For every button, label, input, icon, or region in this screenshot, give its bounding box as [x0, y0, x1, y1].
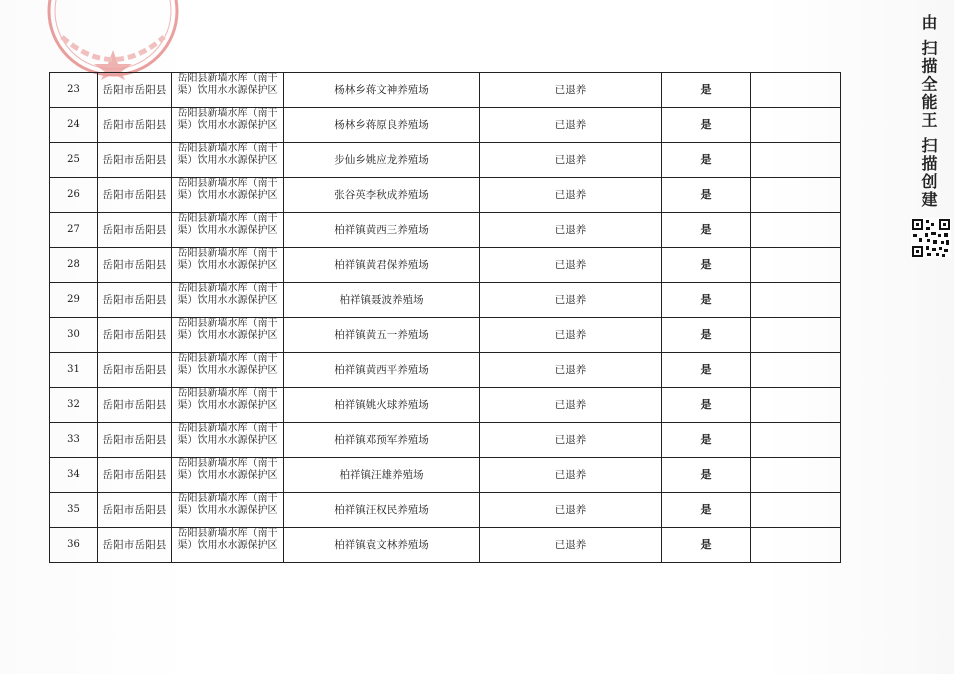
table-row [50, 388, 841, 423]
farm-name-cell: 杨林乡蒋文神养殖场 [284, 73, 480, 108]
note-cell [751, 318, 841, 353]
protection-zone-cell [172, 458, 284, 493]
area-cell: 岳阳市岳阳县 [98, 388, 172, 423]
protection-zone-text: 岳阳县新墙水库（南干渠）饮用水水源保护区 [177, 178, 278, 201]
farm-name-cell: 张谷英李秋成养殖场 [284, 178, 480, 213]
note-cell [751, 213, 841, 248]
row-number-cell: 29 [50, 283, 98, 318]
row-number-cell: 35 [50, 493, 98, 528]
note-cell [751, 388, 841, 423]
completed-flag-cell: 是 [662, 353, 751, 388]
farm-name-cell: 步仙乡姚应龙养殖场 [284, 143, 480, 178]
table-row [50, 458, 841, 493]
table-row [50, 493, 841, 528]
table-row [50, 108, 841, 143]
scanner-watermark-text: 由 扫描全能王 扫描创建 [919, 14, 938, 210]
area-cell: 岳阳市岳阳县 [98, 318, 172, 353]
status-cell: 已退养 [480, 73, 662, 108]
area-cell: 岳阳市岳阳县 [98, 528, 172, 563]
table-row [50, 213, 841, 248]
farm-name-cell: 杨林乡蒋原良养殖场 [284, 108, 480, 143]
protection-zone-cell [172, 213, 284, 248]
note-cell [751, 283, 841, 318]
completed-flag-cell: 是 [662, 388, 751, 423]
protection-zone-text: 岳阳县新墙水库（南干渠）饮用水水源保护区 [177, 528, 278, 551]
protection-zone-text: 岳阳县新墙水库（南干渠）饮用水水源保护区 [177, 213, 278, 236]
status-cell: 已退养 [480, 458, 662, 493]
farm-name-cell: 柏祥镇邓预军养殖场 [284, 423, 480, 458]
area-cell: 岳阳市岳阳县 [98, 248, 172, 283]
row-number-cell: 24 [50, 108, 98, 143]
farm-name-cell: 柏祥镇汪雄养殖场 [284, 458, 480, 493]
qr-code-icon [911, 218, 951, 258]
protection-zone-text: 岳阳县新墙水库（南干渠）饮用水水源保护区 [177, 318, 278, 341]
farm-name-cell: 柏祥镇姚火球养殖场 [284, 388, 480, 423]
protection-zone-cell [172, 108, 284, 143]
protection-zone-cell [172, 388, 284, 423]
status-cell: 已退养 [480, 493, 662, 528]
row-number-cell: 30 [50, 318, 98, 353]
farm-retirement-table [49, 72, 841, 563]
completed-flag-cell: 是 [662, 248, 751, 283]
protection-zone-cell [172, 143, 284, 178]
protection-zone-text: 岳阳县新墙水库（南干渠）饮用水水源保护区 [177, 353, 278, 376]
row-number-cell: 23 [50, 73, 98, 108]
area-cell: 岳阳市岳阳县 [98, 143, 172, 178]
protection-zone-cell [172, 178, 284, 213]
status-cell: 已退养 [480, 143, 662, 178]
protection-zone-cell [172, 353, 284, 388]
row-number-cell: 31 [50, 353, 98, 388]
protection-zone-text: 岳阳县新墙水库（南干渠）饮用水水源保护区 [177, 248, 278, 271]
note-cell [751, 248, 841, 283]
completed-flag-cell: 是 [662, 213, 751, 248]
protection-zone-cell [172, 283, 284, 318]
row-number-cell: 36 [50, 528, 98, 563]
table-row [50, 248, 841, 283]
farm-name-cell: 柏祥镇黄西平养殖场 [284, 353, 480, 388]
area-cell: 岳阳市岳阳县 [98, 493, 172, 528]
table-body [50, 73, 841, 563]
area-cell: 岳阳市岳阳县 [98, 423, 172, 458]
status-cell: 已退养 [480, 248, 662, 283]
note-cell [751, 178, 841, 213]
protection-zone-text: 岳阳县新墙水库（南干渠）饮用水水源保护区 [177, 283, 278, 306]
row-number-cell: 34 [50, 458, 98, 493]
completed-flag-cell: 是 [662, 108, 751, 143]
area-cell: 岳阳市岳阳县 [98, 178, 172, 213]
area-cell: 岳阳市岳阳县 [98, 458, 172, 493]
note-cell [751, 353, 841, 388]
status-cell: 已退养 [480, 283, 662, 318]
completed-flag-cell: 是 [662, 423, 751, 458]
note-cell [751, 108, 841, 143]
area-cell: 岳阳市岳阳县 [98, 353, 172, 388]
status-cell: 已退养 [480, 318, 662, 353]
table-row [50, 73, 841, 108]
row-number-cell: 25 [50, 143, 98, 178]
table-row [50, 423, 841, 458]
protection-zone-text: 岳阳县新墙水库（南干渠）饮用水水源保护区 [177, 73, 278, 96]
protection-zone-cell [172, 248, 284, 283]
farm-name-cell: 柏祥镇黄五一养殖场 [284, 318, 480, 353]
table-row [50, 528, 841, 563]
note-cell [751, 143, 841, 178]
completed-flag-cell: 是 [662, 528, 751, 563]
completed-flag-cell: 是 [662, 73, 751, 108]
protection-zone-cell [172, 318, 284, 353]
area-cell: 岳阳市岳阳县 [98, 213, 172, 248]
farm-name-cell: 柏祥镇汪权民养殖场 [284, 493, 480, 528]
table-row [50, 143, 841, 178]
row-number-cell: 33 [50, 423, 98, 458]
red-official-seal-icon [44, 0, 182, 80]
table-row [50, 178, 841, 213]
table-row [50, 318, 841, 353]
area-cell: 岳阳市岳阳县 [98, 108, 172, 143]
note-cell [751, 423, 841, 458]
row-number-cell: 26 [50, 178, 98, 213]
completed-flag-cell: 是 [662, 143, 751, 178]
completed-flag-cell: 是 [662, 178, 751, 213]
note-cell [751, 493, 841, 528]
protection-zone-text: 岳阳县新墙水库（南干渠）饮用水水源保护区 [177, 493, 278, 516]
area-cell: 岳阳市岳阳县 [98, 283, 172, 318]
status-cell: 已退养 [480, 528, 662, 563]
farm-name-cell: 柏祥镇袁文林养殖场 [284, 528, 480, 563]
protection-zone-cell [172, 528, 284, 563]
note-cell [751, 528, 841, 563]
completed-flag-cell: 是 [662, 458, 751, 493]
protection-zone-cell [172, 423, 284, 458]
protection-zone-text: 岳阳县新墙水库（南干渠）饮用水水源保护区 [177, 388, 278, 411]
status-cell: 已退养 [480, 213, 662, 248]
note-cell [751, 458, 841, 493]
status-cell: 已退养 [480, 388, 662, 423]
row-number-cell: 27 [50, 213, 98, 248]
note-cell [751, 73, 841, 108]
completed-flag-cell: 是 [662, 283, 751, 318]
table-row [50, 353, 841, 388]
completed-flag-cell: 是 [662, 493, 751, 528]
table-row [50, 283, 841, 318]
protection-zone-text: 岳阳县新墙水库（南干渠）饮用水水源保护区 [177, 423, 278, 446]
protection-zone-text: 岳阳县新墙水库（南干渠）饮用水水源保护区 [177, 143, 278, 166]
protection-zone-text: 岳阳县新墙水库（南干渠）饮用水水源保护区 [177, 108, 278, 131]
status-cell: 已退养 [480, 108, 662, 143]
protection-zone-cell [172, 73, 284, 108]
farm-name-cell: 柏祥镇黄西三养殖场 [284, 213, 480, 248]
status-cell: 已退养 [480, 353, 662, 388]
row-number-cell: 32 [50, 388, 98, 423]
farm-name-cell: 柏祥镇聂波养殖场 [284, 283, 480, 318]
protection-zone-cell [172, 493, 284, 528]
completed-flag-cell: 是 [662, 318, 751, 353]
status-cell: 已退养 [480, 423, 662, 458]
protection-zone-text: 岳阳县新墙水库（南干渠）饮用水水源保护区 [177, 458, 278, 481]
status-cell: 已退养 [480, 178, 662, 213]
farm-name-cell: 柏祥镇黄君保养殖场 [284, 248, 480, 283]
row-number-cell: 28 [50, 248, 98, 283]
area-cell: 岳阳市岳阳县 [98, 73, 172, 108]
